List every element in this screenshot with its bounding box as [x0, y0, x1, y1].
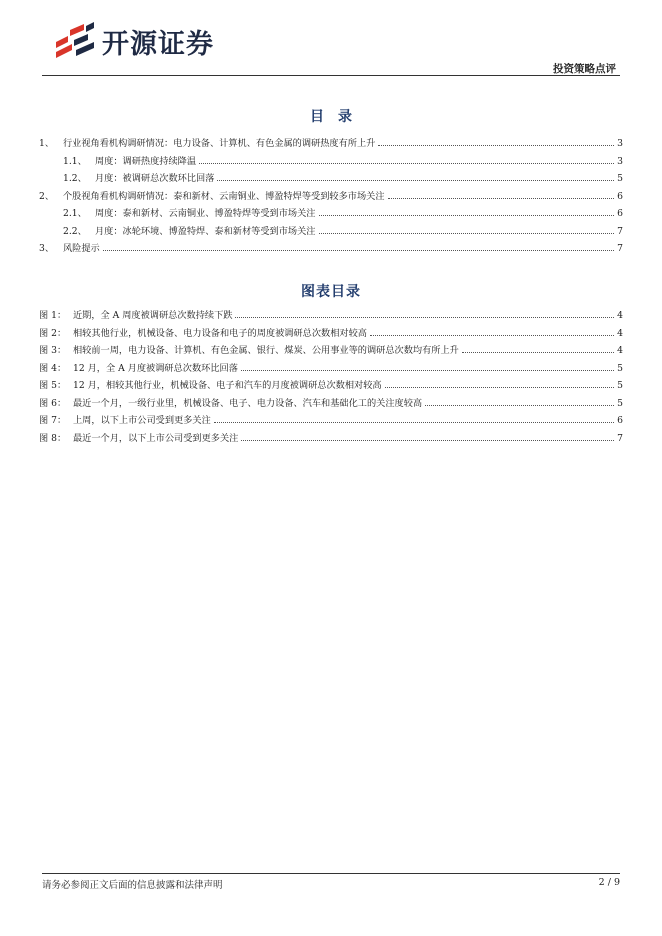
- figure-entry-title: 最近一个月，以下上市公司受到更多关注: [73, 432, 239, 444]
- footer-disclaimer: 请务必参阅正文后面的信息披露和法律声明: [42, 880, 223, 891]
- figure-entry[interactable]: [39, 342, 623, 360]
- figure-entry[interactable]: [39, 377, 623, 395]
- toc-entry-number: 2.2、: [63, 225, 87, 237]
- toc-entry-number: 3、: [39, 243, 55, 254]
- dot-leader: [378, 145, 614, 146]
- footer-divider: [42, 873, 620, 874]
- toc-entry-title: 个股视角看机构调研情况：泰和新材、云南铜业、博盈特焊等受到较多市场关注: [63, 190, 385, 202]
- figure-entry[interactable]: [39, 430, 623, 448]
- toc-entry[interactable]: [39, 135, 623, 153]
- report-type-label: 投资策略点评: [553, 63, 616, 75]
- toc-entry-page: 7: [617, 243, 623, 254]
- figure-entry[interactable]: [39, 395, 623, 413]
- figure-entry-page: 7: [617, 432, 623, 444]
- figure-index-list: [39, 307, 623, 447]
- dot-leader: [425, 405, 614, 406]
- toc-entry-title: 行业视角看机构调研情况：电力设备、计算机、有色金属的调研热度有所上升: [63, 138, 376, 149]
- toc-entry-page: 7: [617, 225, 623, 237]
- toc-entry-page: 5: [617, 173, 623, 184]
- figure-entry-page: 5: [617, 380, 623, 391]
- toc-entry[interactable]: [39, 240, 623, 258]
- toc-entry-title: 风险提示: [63, 243, 100, 254]
- figure-entry[interactable]: [39, 307, 623, 325]
- figure-entry-number: 图 2：: [39, 327, 67, 339]
- figure-entry-title: 相较前一周，电力设备、计算机、有色金属、银行、煤炭、公用事业等的调研总次数均有所上升: [73, 345, 459, 356]
- toc-entry-title: 月度：冰轮环境、博盈特焊、泰和新材等受到市场关注: [95, 225, 316, 237]
- figure-entry-title: 上周，以下上市公司受到更多关注: [73, 415, 211, 426]
- toc-entry-title: 周度：调研热度持续降温: [95, 155, 197, 167]
- figure-entry-number: 图 5：: [39, 380, 67, 391]
- figure-entry-title: 近期，全 A 周度被调研总次数持续下跌: [73, 310, 233, 321]
- dot-leader: [388, 198, 615, 199]
- toc-entry-number: 1.2、: [63, 173, 87, 184]
- figure-entry-page: 4: [617, 327, 623, 339]
- toc-entry-page: 6: [617, 208, 623, 219]
- figure-entry-title: 最近一个月，一级行业里，机械设备、电子、电力设备、汽车和基础化工的关注度较高: [73, 397, 423, 409]
- dot-leader: [217, 180, 614, 181]
- figure-entry[interactable]: [39, 360, 623, 378]
- dot-leader: [385, 387, 615, 388]
- toc-entry[interactable]: [39, 223, 623, 241]
- dot-leader: [319, 233, 615, 234]
- toc-entry-page: 3: [617, 155, 623, 167]
- figure-entry-page: 5: [617, 397, 623, 409]
- figure-entry-page: 4: [617, 345, 623, 356]
- toc-entry-page: 3: [617, 138, 623, 149]
- figure-entry-page: 5: [617, 362, 623, 374]
- dot-leader: [241, 440, 614, 441]
- page-number: 2 / 9: [598, 877, 620, 888]
- toc-entry[interactable]: [39, 188, 623, 206]
- toc-entry-number: 2.1、: [63, 208, 87, 219]
- toc-entry-title: 月度：被调研总次数环比回落: [95, 173, 215, 184]
- figure-entry-number: 图 1：: [39, 310, 67, 321]
- toc-entry[interactable]: [39, 170, 623, 188]
- dot-leader: [235, 317, 614, 318]
- header-divider: [42, 75, 620, 76]
- toc-entry-page: 6: [617, 190, 623, 202]
- toc-entry[interactable]: [39, 205, 623, 223]
- figure-entry[interactable]: [39, 325, 623, 343]
- figure-entry-title: 相较其他行业，机械设备、电力设备和电子的周度被调研总次数相对较高: [73, 327, 367, 339]
- dot-leader: [241, 370, 614, 371]
- figure-entry[interactable]: [39, 412, 623, 430]
- toc-entry-number: 2、: [39, 190, 55, 202]
- figure-entry-title: 12 月，全 A 月度被调研总次数环比回落: [73, 362, 238, 374]
- dot-leader: [370, 335, 614, 336]
- figure-entry-page: 6: [617, 415, 623, 426]
- dot-leader: [103, 250, 614, 251]
- figure-entry-title: 12 月，相较其他行业，机械设备、电子和汽车的月度被调研总次数相对较高: [73, 380, 382, 391]
- figure-entry-number: 图 7：: [39, 415, 67, 426]
- figure-entry-number: 图 4：: [39, 362, 67, 374]
- toc-entry[interactable]: [39, 153, 623, 171]
- figure-entry-number: 图 6：: [39, 397, 67, 409]
- dot-leader: [319, 215, 615, 216]
- toc-title: 目录: [310, 109, 366, 125]
- figure-entry-page: 4: [617, 310, 623, 321]
- toc-entry-title: 周度：泰和新材、云南铜业、博盈特焊等受到市场关注: [95, 208, 316, 219]
- toc-entry-number: 1、: [39, 138, 55, 149]
- toc-list: [39, 135, 623, 258]
- figure-entry-number: 图 3：: [39, 345, 67, 356]
- toc-entry-number: 1.1、: [63, 155, 87, 167]
- dot-leader: [462, 352, 614, 353]
- company-logo: [54, 21, 214, 61]
- dot-leader: [199, 163, 614, 164]
- logo-text: 开源证券: [102, 28, 214, 60]
- dot-leader: [214, 422, 614, 423]
- brand-mark-icon: [54, 22, 98, 60]
- figure-index-title: 图表目录: [301, 284, 361, 300]
- figure-entry-number: 图 8：: [39, 432, 67, 444]
